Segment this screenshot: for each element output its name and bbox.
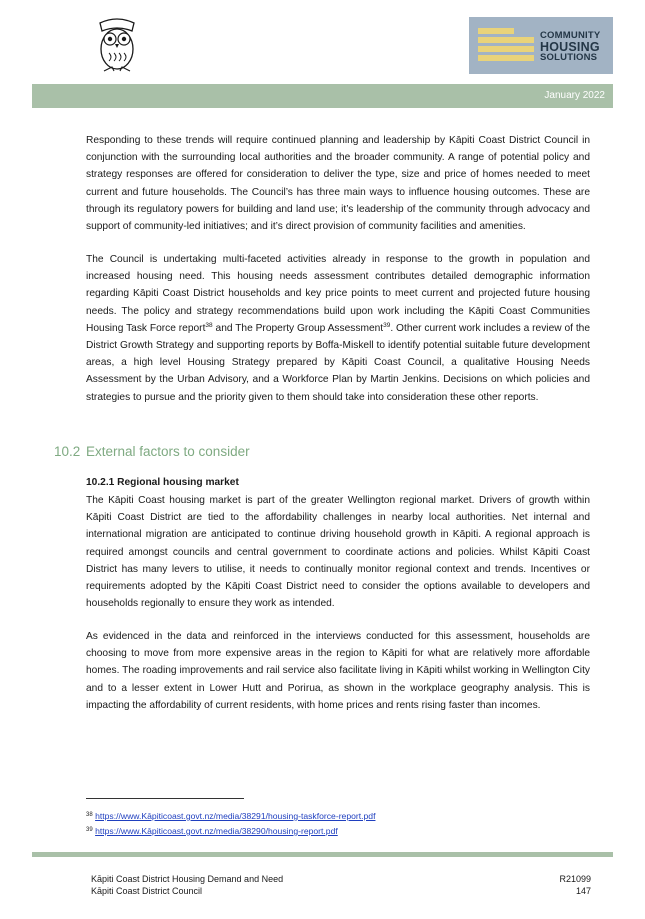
footnote-ref-39[interactable]: 39 bbox=[383, 321, 391, 329]
paragraph-2-part-a: The Council is undertaking multi-faceted activities already in response to the growth in population and increased housing need. This housing needs assessment contributes detailed demographic information regarding Kāpiti Coast District households and key price points to meet current and projected future housing needs. The policy and strategy recommendations build upon work including the Kāpiti Coast Communities Housing Task Force report bbox=[86, 254, 590, 334]
footnote-39 bbox=[86, 825, 338, 837]
section-number: 10.2 bbox=[54, 444, 81, 459]
header-band bbox=[32, 84, 613, 108]
footer-right bbox=[559, 873, 591, 897]
footer-band bbox=[32, 852, 613, 857]
footer-page-number: 147 bbox=[575, 886, 591, 896]
subsection-heading: 10.2.1 Regional housing market bbox=[86, 477, 239, 488]
logo-line-solutions: SOLUTIONS bbox=[540, 52, 598, 63]
paragraph-2-part-b: and The Property Group Assessment bbox=[212, 322, 384, 334]
paragraph-3: The Kāpiti Coast housing market is part of the greater Wellington regional market. Drivers of growth within Kāpiti Coast District are tied to the affordability challenges in nearby local authorities. Net internal and international migration are anticipated to continue driving household growth in Kāpiti. A regional approach is required amongst councils and central government to coordinate actions and policies. Whilst Kāpiti Coast District has many levers to utilise, it needs to continually monitor regional context and trends. Incentives or requirements adopted by the Kāpiti Coast District need to consider the options available to developers and households regionally to ensure they work as intended. bbox=[86, 495, 590, 610]
section-title: External factors to consider bbox=[86, 444, 250, 459]
logo-line-community: COMMUNITY bbox=[540, 30, 601, 41]
footnote-number: 39 bbox=[86, 827, 93, 833]
paragraph-2 bbox=[86, 251, 590, 406]
footer-document-title: Kāpiti Coast District Housing Demand and Need bbox=[91, 874, 284, 884]
footnote-link[interactable]: https://www.Kāpiticoast.govt.nz/media/38290/housing-report.pdf bbox=[95, 826, 338, 836]
paragraph-4: As evidenced in the data and reinforced in the interviews conducted for this assessment, households are choosing to move from more expensive areas in the region to Kāpiti for what are relatively more affordable homes. The roading improvements and rail service also facilitate living in Kāpiti whilst working in Wellington City and to a lesser extent in Lower Hutt and Porirua, as shown in the workplace geography analysis. This is impacting the affordability of current residents, with home prices and rents rising faster than incomes. bbox=[86, 631, 590, 711]
logo-line-housing: HOUSING bbox=[540, 40, 600, 54]
footer-organisation: Kāpiti Coast District Council bbox=[91, 886, 203, 896]
footnote-number: 38 bbox=[86, 812, 93, 818]
community-housing-solutions-logo bbox=[469, 17, 613, 74]
footnote-38 bbox=[86, 810, 375, 822]
footer-report-code: R21099 bbox=[559, 874, 591, 884]
footer-left bbox=[91, 873, 283, 897]
footnote-link[interactable]: https://www.Kāpiticoast.govt.nz/media/38291/housing-taskforce-report.pdf bbox=[95, 811, 376, 821]
owl-logo-icon bbox=[92, 17, 142, 73]
paragraph-2-part-c: . Other current work includes a review of the District Growth Strategy and supporting reports by Boffa-Miskell to identify potential suitable future development areas, a high level Housing Strategy prepared by Kāpiti Coast Council, a qualitative Housing Needs Assessment by the Urban Advisory, and a Workforce Plan by Martin Jenkins. Decisions on which policies and strategies to pursue and the priority given to them should take into consideration these other reports. bbox=[86, 322, 590, 403]
paragraph-1: Responding to these trends will require continued planning and leadership by Kāpiti Coast District Council in conjunction with the surrounding local authorities and the broader community. A range of potential policy and strategy responses are offered for consideration to deliver the type, size and price of homes needed to meet current and future households. The Council’s has three main ways to influence housing outcomes. These are through its regulatory powers for building and land use; it’s leadership of the community through advocacy and support of community-led initiatives; and it’s direct provision of community facilities and amenities. bbox=[86, 135, 590, 233]
footnote-ref-38[interactable]: 38 bbox=[205, 321, 213, 329]
section-heading bbox=[54, 444, 250, 459]
house-bars-icon bbox=[476, 26, 536, 66]
footnote-divider bbox=[86, 798, 244, 799]
header-date: January 2022 bbox=[544, 90, 605, 101]
